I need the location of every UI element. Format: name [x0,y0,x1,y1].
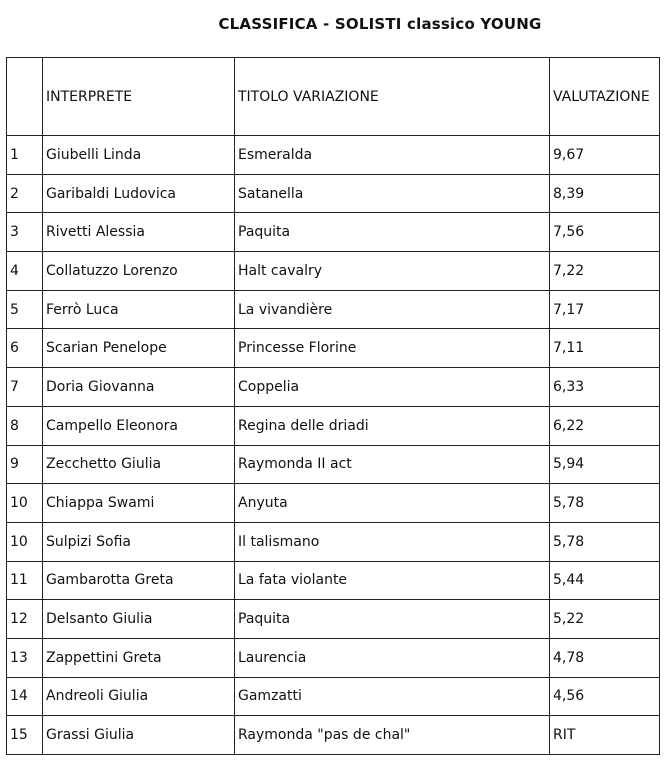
interprete-cell: Grassi Giulia [43,716,235,755]
ranking-table [6,57,660,755]
table-row [7,174,660,213]
valutazione-cell: 7,22 [550,252,660,291]
interprete-cell: Zecchetto Giulia [43,445,235,484]
table-row [7,716,660,755]
position-cell: 15 [7,716,43,755]
table-row [7,136,660,175]
table-row [7,406,660,445]
table-row [7,445,660,484]
valutazione-cell: 7,11 [550,329,660,368]
position-cell: 8 [7,406,43,445]
header-position [7,58,43,136]
table-row [7,522,660,561]
interprete-cell: Collatuzzo Lorenzo [43,252,235,291]
position-cell: 7 [7,368,43,407]
position-cell: 6 [7,329,43,368]
table-row [7,213,660,252]
titolo-variazione-cell: Laurencia [235,638,550,677]
header-valutazione: VALUTAZIONE [550,58,660,136]
valutazione-cell: 9,67 [550,136,660,175]
interprete-cell: Delsanto Giulia [43,600,235,639]
table-row [7,329,660,368]
titolo-variazione-cell: La vivandière [235,290,550,329]
ranking-table-body [7,58,660,755]
valutazione-cell: 5,78 [550,484,660,523]
position-cell: 11 [7,561,43,600]
titolo-variazione-cell: Esmeralda [235,136,550,175]
position-cell: 2 [7,174,43,213]
header-interprete: INTERPRETE [43,58,235,136]
valutazione-cell: 5,94 [550,445,660,484]
valutazione-cell: 8,39 [550,174,660,213]
titolo-variazione-cell: Gamzatti [235,677,550,716]
position-cell: 14 [7,677,43,716]
titolo-variazione-cell: Satanella [235,174,550,213]
valutazione-cell: 7,17 [550,290,660,329]
table-row [7,638,660,677]
titolo-variazione-cell: Regina delle driadi [235,406,550,445]
position-cell: 3 [7,213,43,252]
position-cell: 10 [7,484,43,523]
titolo-variazione-cell: Princesse Florine [235,329,550,368]
interprete-cell: Andreoli Giulia [43,677,235,716]
valutazione-cell: 4,56 [550,677,660,716]
table-row [7,561,660,600]
position-cell: 13 [7,638,43,677]
table-row [7,677,660,716]
valutazione-cell: 4,78 [550,638,660,677]
table-row [7,252,660,291]
interprete-cell: Zappettini Greta [43,638,235,677]
interprete-cell: Ferrò Luca [43,290,235,329]
titolo-variazione-cell: Halt cavalry [235,252,550,291]
position-cell: 4 [7,252,43,291]
interprete-cell: Scarian Penelope [43,329,235,368]
interprete-cell: Rivetti Alessia [43,213,235,252]
titolo-variazione-cell: Paquita [235,600,550,639]
valutazione-cell: 7,56 [550,213,660,252]
valutazione-cell: 6,33 [550,368,660,407]
interprete-cell: Chiappa Swami [43,484,235,523]
position-cell: 12 [7,600,43,639]
table-row [7,484,660,523]
titolo-variazione-cell: Il talismano [235,522,550,561]
interprete-cell: Campello Eleonora [43,406,235,445]
position-cell: 10 [7,522,43,561]
valutazione-cell: RIT [550,716,660,755]
interprete-cell: Doria Giovanna [43,368,235,407]
valutazione-cell: 5,78 [550,522,660,561]
position-cell: 5 [7,290,43,329]
interprete-cell: Giubelli Linda [43,136,235,175]
table-header-row [7,58,660,136]
interprete-cell: Garibaldi Ludovica [43,174,235,213]
table-row [7,600,660,639]
titolo-variazione-cell: Anyuta [235,484,550,523]
header-titolo-variazione: TITOLO VARIAZIONE [235,58,550,136]
valutazione-cell: 5,44 [550,561,660,600]
table-row [7,368,660,407]
position-cell: 1 [7,136,43,175]
interprete-cell: Gambarotta Greta [43,561,235,600]
titolo-variazione-cell: La fata violante [235,561,550,600]
titolo-variazione-cell: Raymonda "pas de chal" [235,716,550,755]
titolo-variazione-cell: Raymonda II act [235,445,550,484]
valutazione-cell: 6,22 [550,406,660,445]
titolo-variazione-cell: Paquita [235,213,550,252]
table-row [7,290,660,329]
titolo-variazione-cell: Coppelia [235,368,550,407]
position-cell: 9 [7,445,43,484]
interprete-cell: Sulpizi Sofia [43,522,235,561]
page-title: CLASSIFICA - SOLISTI classico YOUNG [218,15,542,33]
valutazione-cell: 5,22 [550,600,660,639]
